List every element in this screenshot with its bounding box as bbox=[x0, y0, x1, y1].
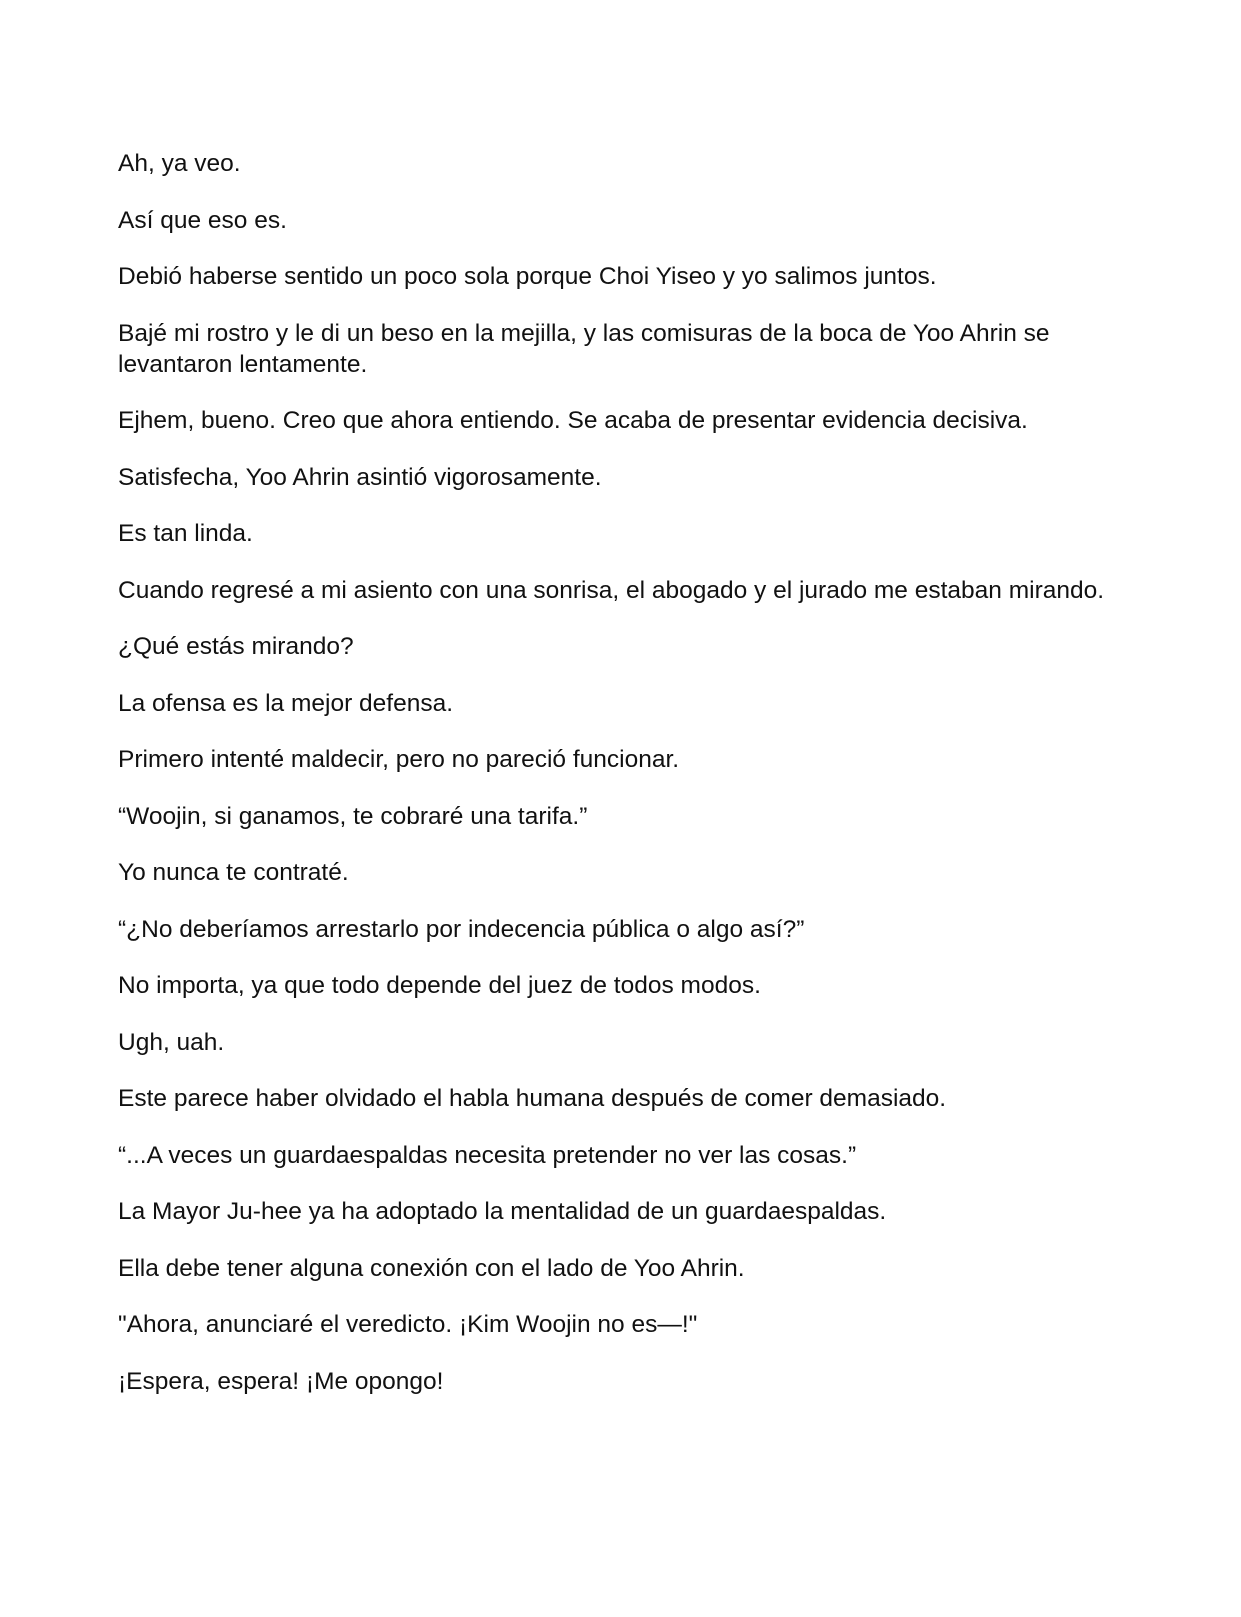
document-body bbox=[118, 148, 1128, 1422]
paragraph: Ah, ya veo. bbox=[118, 150, 241, 177]
paragraph: “Woojin, si ganamos, te cobraré una tarifa.” bbox=[118, 802, 588, 830]
paragraph: Debió haberse sentido un poco sola porque Choi Yiseo y yo salimos juntos. bbox=[118, 263, 937, 290]
paragraph: Cuando regresé a mi asiento con una sonrisa, el abogado y el jurado me estaban mirando. bbox=[118, 576, 1105, 604]
paragraph: Es tan linda. bbox=[118, 520, 253, 547]
paragraph: No importa, ya que todo depende del juez de todos modos. bbox=[118, 972, 761, 999]
paragraph: ¡Espera, espera! ¡Me opongo! bbox=[118, 1367, 444, 1395]
paragraph: Yo nunca te contraté. bbox=[118, 859, 349, 886]
paragraph: "Ahora, anunciaré el veredicto. ¡Kim Woojin no es—!" bbox=[118, 1311, 698, 1338]
paragraph: Bajé mi rostro y le di un beso en la mejilla, y las comisuras de la boca de Yoo Ahrin se levantaron lentamente. bbox=[118, 319, 1050, 378]
paragraph: La ofensa es la mejor defensa. bbox=[118, 689, 454, 717]
paragraph: “...A veces un guardaespaldas necesita pretender no ver las cosas.” bbox=[118, 1141, 857, 1169]
paragraph: Primero intenté maldecir, pero no pareció funcionar. bbox=[118, 746, 680, 773]
paragraph: ¿Qué estás mirando? bbox=[118, 633, 354, 660]
paragraph: La Mayor Ju-hee ya ha adoptado la mentalidad de un guardaespaldas. bbox=[118, 1198, 887, 1225]
paragraph: Satisfecha, Yoo Ahrin asintió vigorosamente. bbox=[118, 463, 602, 491]
paragraph: Ella debe tener alguna conexión con el lado de Yoo Ahrin. bbox=[118, 1254, 745, 1282]
paragraph: “¿No deberíamos arrestarlo por indecencia pública o algo así?” bbox=[118, 915, 805, 943]
paragraph: Así que eso es. bbox=[118, 206, 287, 234]
paragraph: Ejhem, bueno. Creo que ahora entiendo. Se acaba de presentar evidencia decisiva. bbox=[118, 407, 1028, 434]
paragraph: Este parece haber olvidado el habla humana después de comer demasiado. bbox=[118, 1085, 947, 1112]
paragraph: Ugh, uah. bbox=[118, 1028, 225, 1056]
